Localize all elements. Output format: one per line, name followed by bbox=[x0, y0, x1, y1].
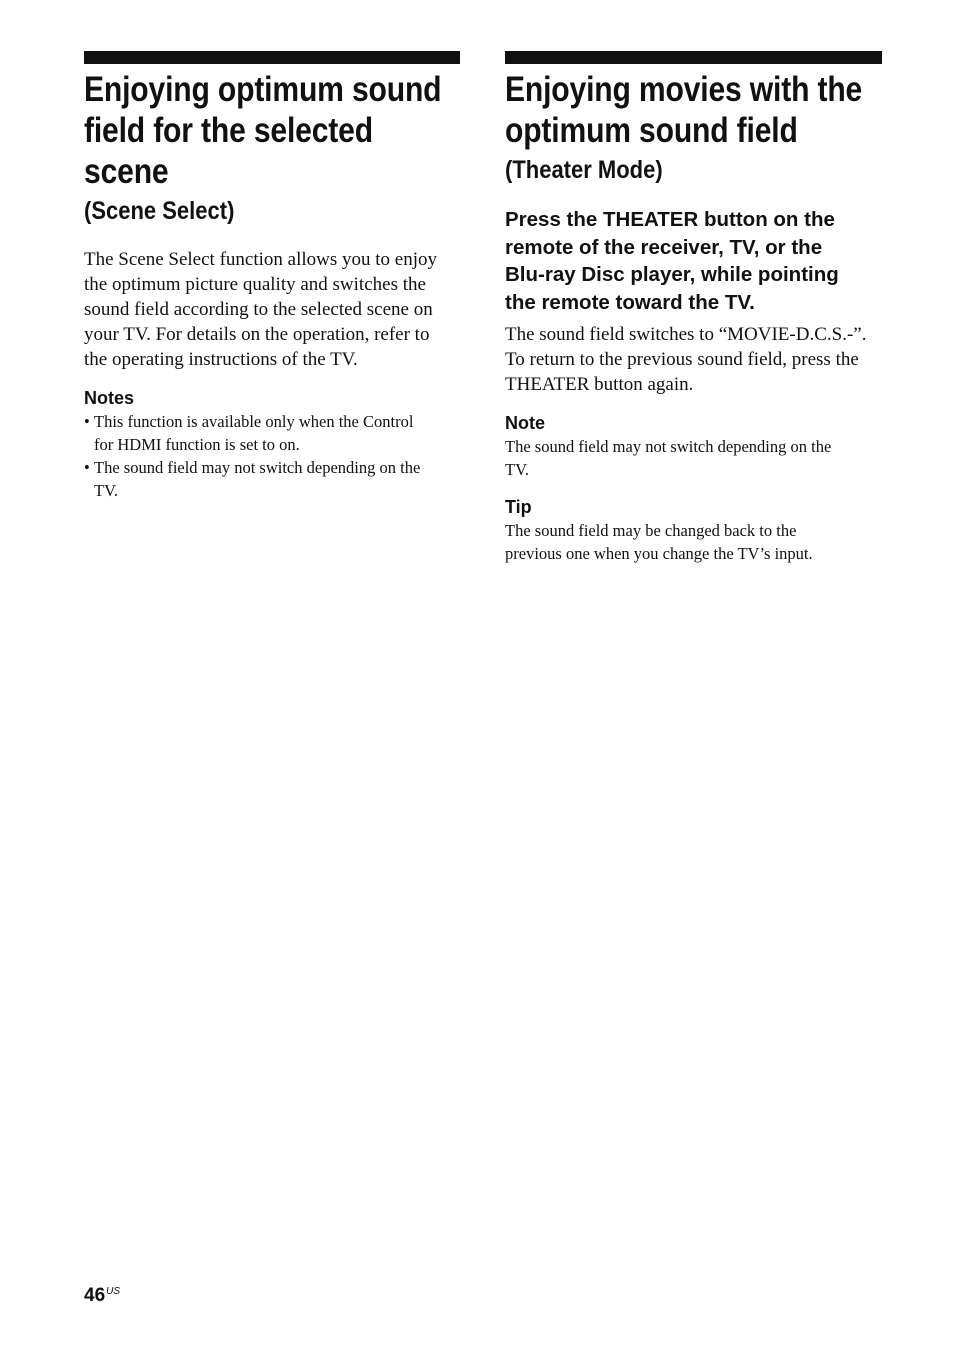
page-number-value: 46 bbox=[84, 1285, 106, 1306]
body-line: THEATER button again. bbox=[505, 374, 694, 395]
step-line: remote of the receiver, TV, or the bbox=[505, 235, 823, 259]
scene-select-title bbox=[84, 69, 459, 192]
notes-list bbox=[84, 410, 460, 502]
body-line: The Scene Select function allows you to enjoy bbox=[84, 249, 437, 270]
title-line: optimum sound field bbox=[505, 111, 798, 150]
theater-mode-subtitle: (Theater Mode) bbox=[505, 156, 663, 184]
list-item bbox=[84, 410, 460, 456]
body-line: sound field according to the selected scene on bbox=[84, 299, 433, 320]
theater-step-description bbox=[505, 322, 882, 397]
title-line: Enjoying movies with the bbox=[505, 70, 863, 109]
body-line: The sound field switches to “MOVIE-D.C.S.-”. bbox=[505, 324, 867, 345]
title-line: scene bbox=[84, 152, 169, 191]
note-heading: Note bbox=[505, 413, 545, 433]
page-number bbox=[84, 1281, 120, 1307]
section-rule bbox=[505, 51, 882, 64]
theater-mode-section bbox=[505, 51, 882, 565]
note-line: The sound field may not switch depending on the bbox=[505, 437, 832, 456]
note-line: for HDMI function is set to on. bbox=[94, 435, 300, 454]
theater-step-instruction bbox=[505, 206, 882, 316]
list-item bbox=[84, 456, 460, 502]
body-line: the optimum picture quality and switches the bbox=[84, 274, 426, 295]
scene-select-subtitle: (Scene Select) bbox=[84, 197, 235, 225]
note-line: The sound field may not switch depending on the bbox=[94, 458, 421, 477]
title-line: field for the selected bbox=[84, 111, 373, 150]
scene-select-description bbox=[84, 247, 460, 372]
note-line: This function is available only when the Control bbox=[94, 412, 414, 431]
note-line: TV. bbox=[94, 481, 118, 500]
step-line: Press the THEATER button on the bbox=[505, 208, 835, 231]
title-line: Enjoying optimum sound bbox=[84, 70, 442, 109]
tip-line: The sound field may be changed back to the bbox=[505, 521, 797, 540]
tip-line: previous one when you change the TV’s input. bbox=[505, 544, 813, 563]
scene-select-section bbox=[84, 51, 460, 502]
body-line: your TV. For details on the operation, refer to bbox=[84, 324, 430, 345]
step-line: Blu-ray Disc player, while pointing bbox=[505, 263, 839, 286]
step-line: the remote toward the TV. bbox=[505, 290, 755, 314]
page-region-suffix: US bbox=[106, 1286, 121, 1297]
tip-heading: Tip bbox=[505, 497, 532, 517]
note-line: TV. bbox=[505, 460, 529, 479]
theater-mode-title bbox=[505, 69, 881, 151]
bullet: • bbox=[84, 412, 90, 431]
tip-text bbox=[505, 519, 882, 565]
notes-heading: Notes bbox=[84, 388, 135, 408]
body-line: the operating instructions of the TV. bbox=[84, 349, 358, 370]
bullet: • bbox=[84, 458, 90, 477]
note-text bbox=[505, 435, 882, 481]
section-rule bbox=[84, 51, 460, 64]
body-line: To return to the previous sound field, press the bbox=[505, 349, 859, 370]
